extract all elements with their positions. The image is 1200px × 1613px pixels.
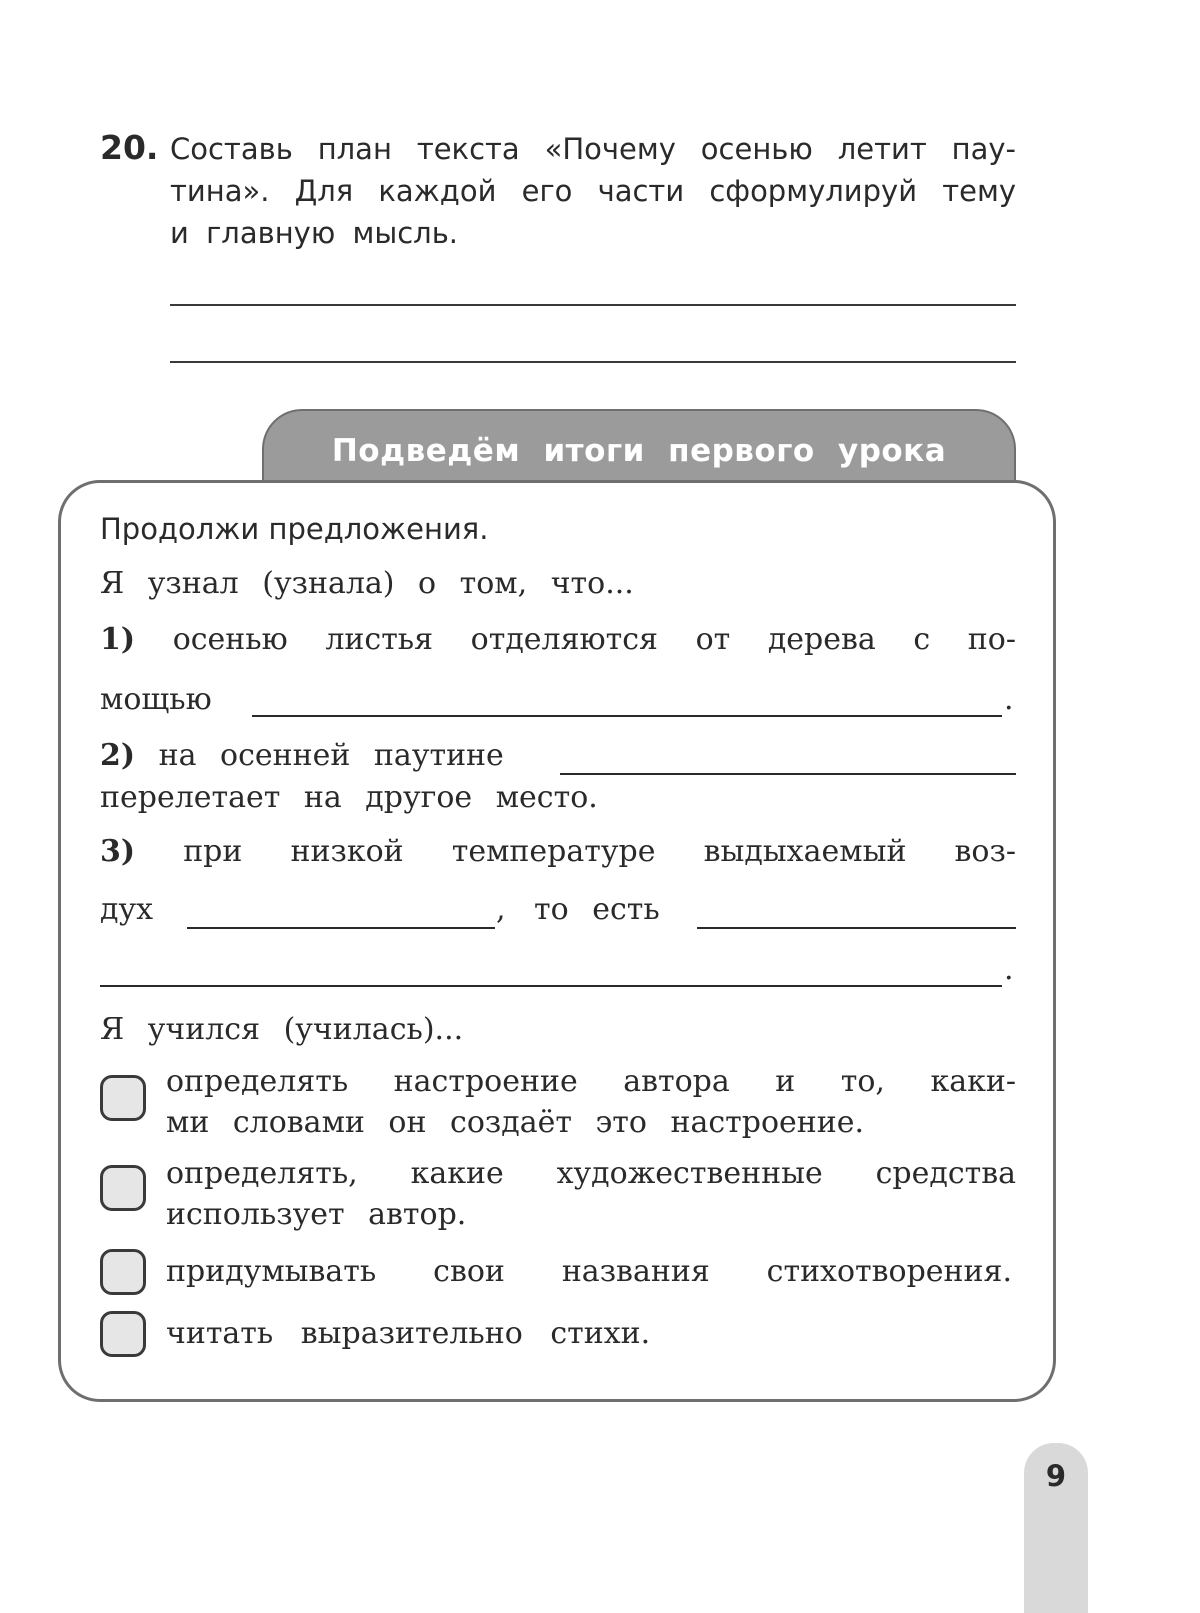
item-2-number: 2) <box>100 738 136 773</box>
summary-title: Подведём итоги первого урока <box>331 433 947 469</box>
task-number: 20. <box>100 128 159 167</box>
item-3-blank-3[interactable] <box>100 985 1002 987</box>
item-3-that-is: то есть <box>534 892 660 927</box>
skill-3-checkbox[interactable] <box>100 1249 146 1295</box>
item-3-blank-2[interactable] <box>697 927 1016 929</box>
item-2-blank[interactable] <box>560 773 1016 775</box>
skill-4-line-1: читать выразительно стихи. <box>166 1316 651 1351</box>
item-3-text: при низкой температуре выдыхаемый воз- <box>183 834 1016 869</box>
skill-1-line-1: определять настроение автора и то, каки- <box>166 1064 1016 1099</box>
skill-1-line-2: ми словами он создаёт это настроение. <box>166 1105 865 1140</box>
item-3-comma: , <box>496 892 506 927</box>
item-1-number: 1) <box>100 622 136 657</box>
item-1-period: . <box>1004 682 1014 717</box>
item-2-line-2: перелетает на другое место. <box>100 780 598 815</box>
task-text-line-1: Составь план текста «Почему осенью летит пау- <box>170 132 1016 166</box>
skill-2-checkbox[interactable] <box>100 1165 146 1211</box>
skill-4-checkbox[interactable] <box>100 1311 146 1357</box>
task-text-line-3: и главную мысль. <box>170 216 459 250</box>
item-3-blank-1[interactable] <box>187 927 495 929</box>
page-number: 9 <box>1045 1459 1067 1493</box>
task-text-line-2: тина». Для каждой его части сформулируй тему <box>170 174 1016 208</box>
skill-1-checkbox[interactable] <box>100 1075 146 1121</box>
skill-3-line-1: придумывать свои названия стихотворения. <box>166 1254 1012 1289</box>
item-3-number: 3) <box>100 834 136 869</box>
learned-heading: Я узнал (узнала) о том, что... <box>100 566 634 601</box>
answer-line-2[interactable] <box>170 361 1016 363</box>
item-3-word-air: дух <box>100 892 154 927</box>
item-1-text: осенью листья отделяются от дерева с по- <box>172 622 1016 657</box>
item-2-line-1 <box>100 738 504 773</box>
summary-intro: Продолжи предложения. <box>100 512 489 546</box>
skill-2-line-2: использует автор. <box>166 1197 467 1232</box>
answer-line-1[interactable] <box>170 304 1016 306</box>
learned-item-3-line-1 <box>100 834 1016 869</box>
item-1-line-2: мощью <box>100 682 212 717</box>
item-3-period: . <box>1004 952 1014 987</box>
page-number-tab <box>1024 1443 1088 1613</box>
item-2-text: на осенней паутине <box>158 738 504 773</box>
item-1-blank[interactable] <box>252 715 1002 717</box>
skill-2-line-1: определять, какие художественные средства <box>166 1156 1016 1191</box>
learned-item-1-line-1 <box>100 622 1016 657</box>
studied-heading: Я учился (училась)... <box>100 1012 464 1047</box>
